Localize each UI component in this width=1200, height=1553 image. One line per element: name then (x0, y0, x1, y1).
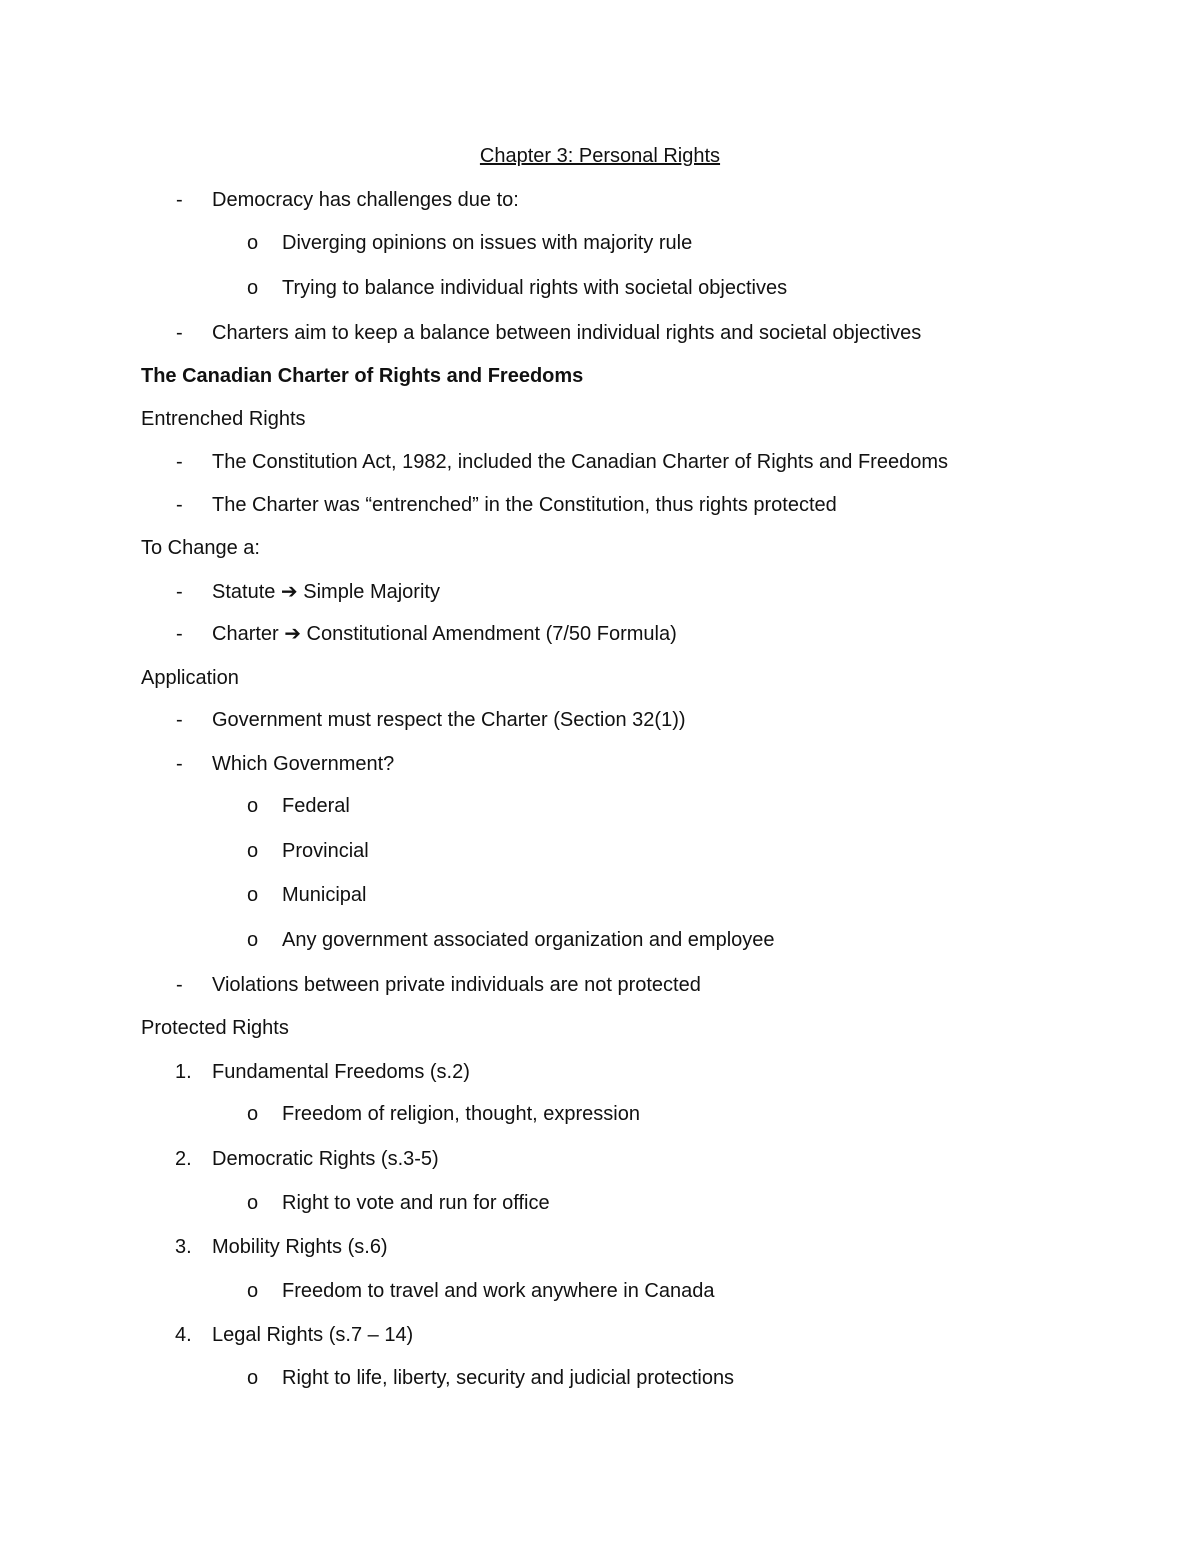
sub-list-item-text: Federal (282, 795, 350, 817)
charter-heading: The Canadian Charter of Rights and Freedoms (141, 365, 584, 387)
list-item-text: Which Government? (212, 753, 395, 775)
sub-list-item-text: Right to life, liberty, security and judicial protections (282, 1367, 735, 1389)
dash-marker: - (176, 451, 183, 473)
number-marker: 1. (175, 1061, 192, 1083)
dash-marker: - (176, 623, 183, 645)
sub-list-item-text: Provincial (282, 840, 369, 862)
list-item-text: The Charter was “entrenched” in the Constitution, thus rights protected (212, 494, 837, 516)
numbered-item-text: Fundamental Freedoms (s.2) (212, 1061, 470, 1083)
application-heading: Application (141, 667, 239, 689)
sub-list-item-text: Any government associated organization and employee (282, 929, 775, 951)
bullet-marker: o (247, 1192, 259, 1214)
sub-list-item-text: Diverging opinions on issues with majority rule (282, 232, 693, 254)
numbered-item-text: Mobility Rights (s.6) (212, 1236, 388, 1258)
dash-marker: - (176, 753, 183, 775)
number-marker: 2. (175, 1148, 192, 1170)
number-marker: 4. (175, 1324, 192, 1346)
list-item-text: Democracy has challenges due to: (212, 189, 519, 211)
sub-list-item-text: Right to vote and run for office (282, 1192, 550, 1214)
bullet-marker: o (247, 1280, 259, 1302)
bullet-marker: o (247, 840, 259, 862)
dash-marker: - (176, 494, 183, 516)
sub-list-item-text: Freedom of religion, thought, expression (282, 1103, 640, 1125)
bullet-marker: o (247, 884, 259, 906)
dash-marker: - (176, 974, 183, 996)
bullet-marker: o (247, 1367, 259, 1389)
numbered-item-text: Legal Rights (s.7 – 14) (212, 1324, 414, 1346)
page-title: Chapter 3: Personal Rights (479, 145, 721, 167)
dash-marker: - (176, 709, 183, 731)
list-item-text: Violations between private individuals are not protected (212, 974, 701, 996)
list-item-text: Charter ➔ Constitutional Amendment (7/50 Formula) (212, 623, 677, 645)
dash-marker: - (176, 322, 183, 344)
bullet-marker: o (247, 232, 259, 254)
number-marker: 3. (175, 1236, 192, 1258)
protected-heading: Protected Rights (141, 1017, 289, 1039)
bullet-marker: o (247, 929, 259, 951)
numbered-item-text: Democratic Rights (s.3-5) (212, 1148, 439, 1170)
sub-list-item-text: Freedom to travel and work anywhere in Canada (282, 1280, 715, 1302)
bullet-marker: o (247, 1103, 259, 1125)
list-item-text: The Constitution Act, 1982, included the Canadian Charter of Rights and Freedoms (212, 451, 948, 473)
sub-list-item-text: Trying to balance individual rights with societal objectives (282, 277, 788, 299)
entrenched-heading: Entrenched Rights (141, 408, 306, 430)
list-item-text: Charters aim to keep a balance between individual rights and societal objectives (212, 322, 922, 344)
dash-marker: - (176, 189, 183, 211)
dash-marker: - (176, 581, 183, 603)
list-item-text: Statute ➔ Simple Majority (212, 581, 440, 603)
change-heading: To Change a: (141, 537, 260, 559)
sub-list-item-text: Municipal (282, 884, 367, 906)
bullet-marker: o (247, 277, 259, 299)
bullet-marker: o (247, 795, 259, 817)
list-item-text: Government must respect the Charter (Section 32(1)) (212, 709, 686, 731)
